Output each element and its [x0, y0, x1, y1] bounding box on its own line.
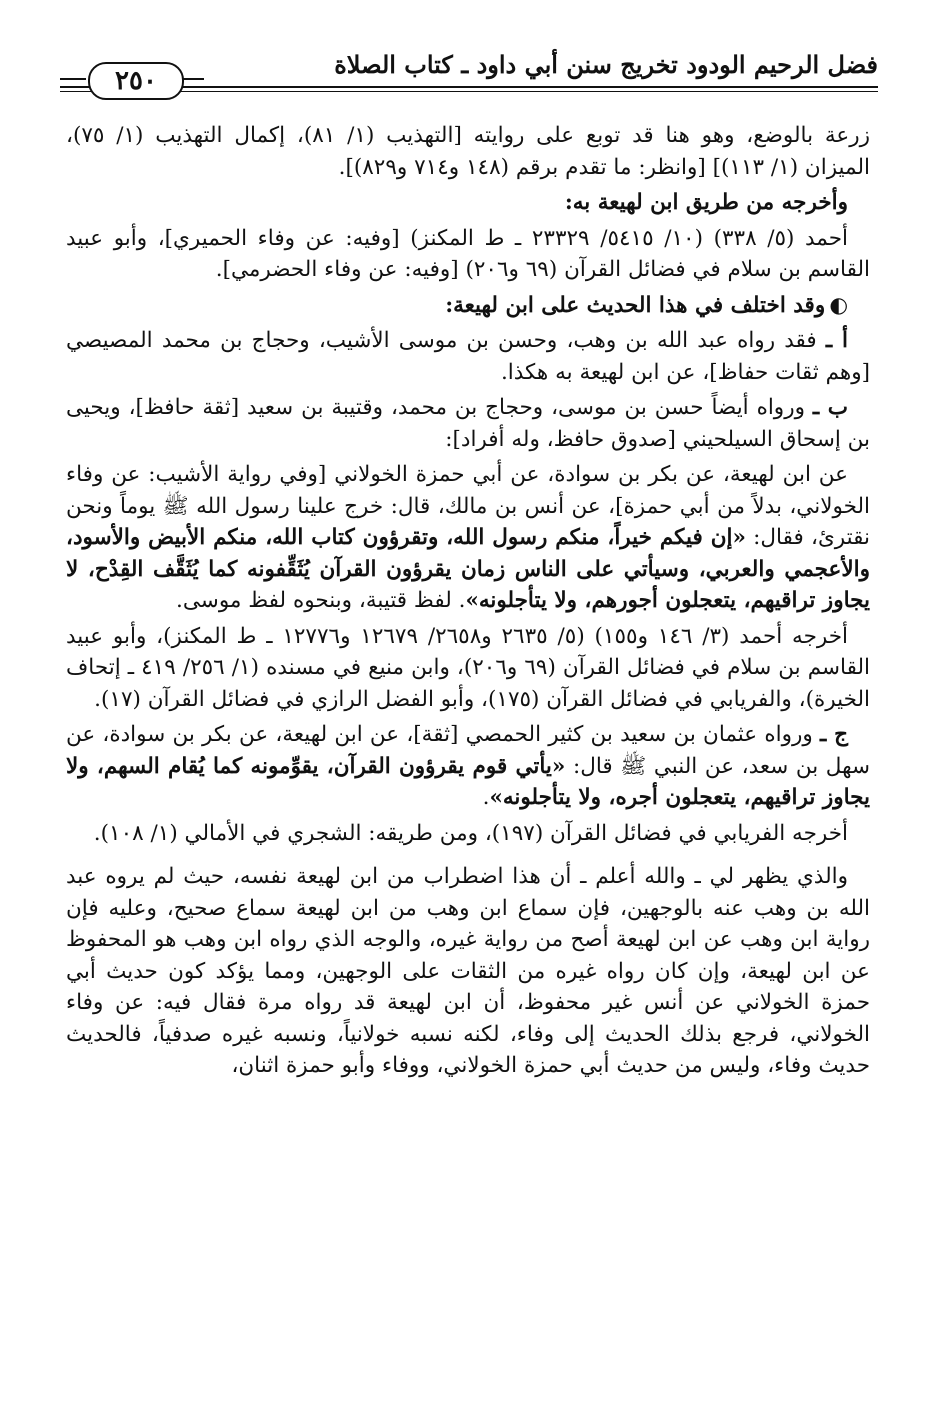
section-heading — [66, 290, 870, 322]
paragraph: أحمد (٥/ ٣٣٨) (١٠/ ٥٤١٥/ ٢٣٣٢٩ ـ ط المكنز) [وفيه: عن وفاء الحميري]، وأبو عبيد القاسم بن سلام في فضائل القرآن (٦٩ و٢٠٦) [وفيه: عن وفاء الحضرمي]. — [66, 225, 870, 282]
list-label: ب ـ — [812, 395, 848, 420]
header-rule-thin — [60, 91, 878, 92]
section-heading-text: وقد اختلف في هذا الحديث على ابن لهيعة: — [445, 292, 826, 318]
hadith-text: «يأتي قوم يقرؤون القرآن، يقوِّمونه كما يُقام السهم، ولا يجاوز تراقيهم، يتعجلون أجره، ولا يتأجلونه» — [66, 753, 870, 810]
paragraph-text: عن ابن لهيعة، عن بكر بن سوادة، عن أبي حمزة الخولاني [وفي رواية الأشيب: عن وفاء الخولاني، بدلاً من أبي حمزة]، عن أنس بن مالك، قال: خرج علينا رسول الله ﷺ يوماً ونحن نقترئ، فقال: — [66, 462, 870, 550]
paragraph — [66, 325, 870, 388]
paragraph — [66, 719, 870, 814]
paragraph: والذي يظهر لي ـ والله أعلم ـ أن هذا اضطراب من ابن لهيعة نفسه، حيث لم يروه عبد الله بن وهب عنه بالوجهين، فإن سماع ابن وهب من ابن لهيعة سماع صحيح، وعليه فإن رواية ابن وهب عن ابن لهيعة أصح من رواية غيره، والوجه الذي رواه ابن وهب هو المحفوظ عن ابن لهيعة، وإن كان رواه غيره من الثقات على الوجهين، ومما يؤكد كون حديث أبي حمزة الخولاني عن أنس غير محفوظ، أن ابن لهيعة قد رواه مرة فقال فيه: عن وفاء الخولاني، فرجع بذلك الحديث إلى وفاء، لكنه نسبه خولانياً، ونسبه غيره صدفياً، فالحديث حديث وفاء، وليس من حديث أبي حمزة الخولاني، ووفاء وأبو حمزة اثنان، — [66, 864, 870, 1078]
hadith-text: «إن فيكم خيراً، منكم رسول الله، وتقرؤون كتاب الله، منكم الأبيض والأسود، والأعجمي والعربي، وسيأتي على الناس زمان يقرؤون القرآن يُثَقِّفونه كما يُثَقَّف القِدْح، لا يجاوز تراقيهم، يتعجلون أجورهم، ولا يتأجلونه» — [66, 525, 870, 613]
paragraph: زرعة بالوضع، وهو هنا قد توبع على روايته [التهذيب (١/ ٨١)، إكمال التهذيب (١/ ٧٥)، الميزان (١/ ١١٣)] [وانظر: ما تقدم برقم (١٤٨ و٧١٤ و٨٢٩)]. — [66, 123, 871, 180]
paragraph: أخرجه أحمد (٣/ ١٤٦ و١٥٥) (٥/ ٢٦٣٥ و٢٦٥٨/ ١٢٦٧٩ و١٢٧٧٦ ـ ط المكنز)، وأبو عبيد القاسم بن سلام في فضائل القرآن (٦٩ و٢٠٦)، وابن منيع في مسنده (١/ ٢٥٦/ ٤١٩ ـ إتحاف الخيرة)، والفريابي في فضائل القرآن (١٧٥)، وأبو الفضل الرازي في فضائل القرآن (١٧). — [66, 623, 870, 712]
paragraph-text: . لفظ قتيبة، وبنحوه لفظ موسى. — [176, 588, 466, 613]
paragraph: أخرجه الفريابي في فضائل القرآن (١٩٧)، ومن طريقه: الشجري في الأمالي (١/ ١٠٨). — [93, 820, 848, 846]
paragraph-text: . — [482, 785, 490, 810]
paragraph-text: فقد رواه عبد الله بن وهب، وحسن بن موسى الأشيب، وحجاج بن محمد المصيصي [وهم ثقات حفاظ]، عن ابن لهيعة به هكذا. — [66, 328, 870, 385]
page-number-ornament-right — [182, 78, 204, 80]
page-body — [66, 120, 870, 1364]
paragraph-text: ورواه أيضاً حسن بن موسى، وحجاج بن محمد، وقتيبة بن سعيد [ثقة حافظ]، ويحيى بن إسحاق السيلحيني [صدوق حافظ، وله أفراد]: — [66, 395, 870, 452]
paragraph — [66, 392, 870, 455]
paragraph — [66, 459, 870, 617]
section-bullet-icon: ◐ — [829, 292, 848, 318]
page-number: ٢٥٠ — [88, 62, 184, 100]
list-label: ج ـ — [819, 722, 848, 747]
section-heading: وأخرجه من طريق ابن لهيعة به: — [564, 190, 848, 215]
page-number-ornament-left — [60, 78, 86, 80]
paragraph-text: ورواه عثمان بن سعيد بن كثير الحمصي [ثقة]، عن ابن لهيعة، عن بكر بن سوادة، عن سهل بن سعد، عن النبي ﷺ قال: — [66, 722, 870, 779]
running-header-title: فضل الرحيم الودود تخريج سنن أبي داود ـ كتاب الصلاة — [334, 50, 878, 79]
list-label: أ ـ — [825, 328, 848, 353]
